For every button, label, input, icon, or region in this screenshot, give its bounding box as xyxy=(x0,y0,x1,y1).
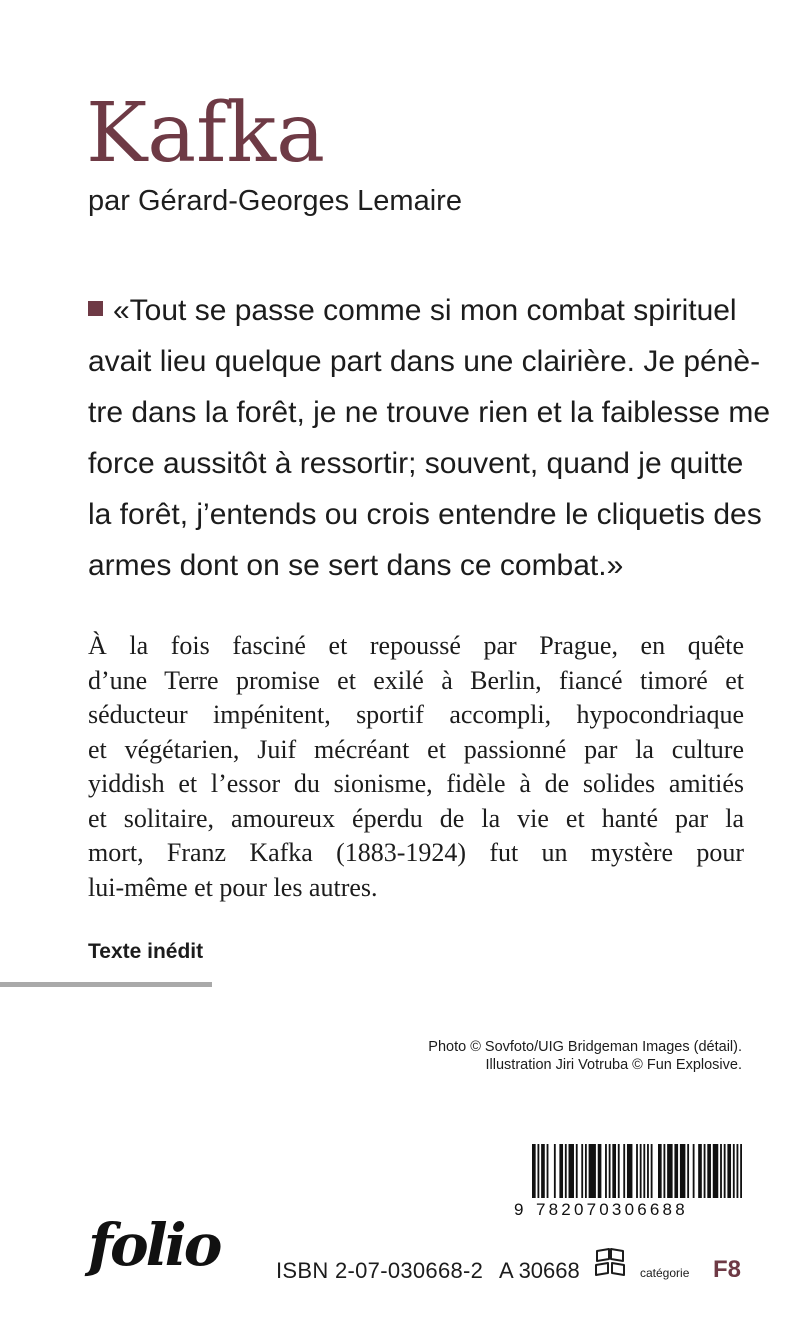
barcode-bar xyxy=(698,1144,702,1198)
barcode-bar xyxy=(727,1144,731,1198)
description-line: À la fois fasciné et repoussé par Prague, en quête xyxy=(88,631,744,660)
description-line: lui-même et pour les autres. xyxy=(88,872,378,902)
image-credits xyxy=(428,1038,742,1074)
credit-line: Illustration Jiri Votruba © Fun Explosive. xyxy=(485,1057,742,1073)
barcode-bar xyxy=(740,1144,742,1198)
book-description xyxy=(88,629,744,905)
section-divider xyxy=(0,982,212,987)
barcode-bar xyxy=(667,1144,672,1198)
barcode-bar xyxy=(559,1144,563,1198)
publisher-logo: folio xyxy=(88,1211,220,1279)
barcode-bar xyxy=(651,1144,653,1198)
barcode-bar xyxy=(733,1144,735,1198)
barcode-bars xyxy=(514,1144,744,1202)
barcode-bar xyxy=(674,1144,678,1198)
quote-line: la forêt, j’entends ou crois entendre le cliquetis des xyxy=(88,498,762,531)
barcode-first-digit: 9 xyxy=(514,1200,524,1219)
book-title: Kafka xyxy=(86,86,326,181)
barcode-bar xyxy=(547,1144,549,1198)
book-author: par Gérard-Georges Lemaire xyxy=(88,185,462,217)
quote-line: avait lieu quelque part dans une clairière. Je pénè- xyxy=(88,345,761,378)
barcode-bar xyxy=(554,1144,556,1198)
barcode-bar xyxy=(640,1144,642,1198)
quote-line: armes dont on se sert dans ce combat.» xyxy=(88,549,624,582)
quote-block xyxy=(88,285,771,591)
barcode-bar xyxy=(541,1144,545,1198)
product-code: A 30668 xyxy=(499,1258,580,1283)
barcode-bar xyxy=(693,1144,695,1198)
description-line: mort, Franz Kafka (1883-1924) fut un mystère pour xyxy=(88,838,744,867)
barcode-bar xyxy=(663,1144,665,1198)
barcode-bar xyxy=(707,1144,711,1198)
barcode-bar xyxy=(618,1144,620,1198)
barcode-bar xyxy=(581,1144,583,1198)
barcode-bar xyxy=(576,1144,578,1198)
description-line: d’une Terre promise et exilé à Berlin, fiancé timoré et xyxy=(88,665,744,695)
barcode-bar xyxy=(720,1144,722,1198)
isbn: ISBN 2-07-030668-2 xyxy=(276,1258,484,1283)
barcode-bar xyxy=(704,1144,706,1198)
barcode-bar xyxy=(609,1144,611,1198)
barcode-bar xyxy=(537,1144,539,1198)
quote-square-icon xyxy=(88,301,103,316)
category-code: F8 xyxy=(713,1256,742,1283)
category-label: catégorie xyxy=(640,1266,690,1280)
barcode-bar xyxy=(627,1144,632,1198)
barcode-bar xyxy=(623,1144,625,1198)
barcode-bar xyxy=(598,1144,602,1198)
description-line: et solitaire, amoureux éperdu de la vie et hanté par la xyxy=(88,803,744,833)
quote-line: force aussitôt à ressortir; souvent, quand je quitte xyxy=(88,447,744,480)
credit-line: Photo © Sovfoto/UIG Bridgeman Images (détail). xyxy=(428,1039,742,1055)
barcode-bar xyxy=(643,1144,645,1198)
barcode-bar xyxy=(565,1144,567,1198)
quote-line: tre dans la forêt, je ne trouve rien et la faiblesse me xyxy=(88,396,771,429)
barcode-digits: 782070306688 xyxy=(536,1200,688,1219)
description-line: yiddish et l’essor du sionisme, fidèle à de solides amitiés xyxy=(88,769,744,798)
barcode-bar xyxy=(532,1144,536,1198)
barcode-bar xyxy=(724,1144,726,1198)
barcode xyxy=(514,1144,744,1224)
barcode-bar xyxy=(713,1144,718,1198)
barcode-bar xyxy=(569,1144,574,1198)
barcode-bar xyxy=(647,1144,649,1198)
barcode-bar xyxy=(687,1144,689,1198)
description-line: séducteur impénitent, sportif accompli, hypocondriaque xyxy=(88,700,744,729)
description-line: et végétarien, Juif mécréant et passionné par la culture xyxy=(88,734,744,764)
quote-line: «Tout se passe comme si mon combat spirituel xyxy=(88,285,748,336)
folio-book-logo-icon xyxy=(592,1245,628,1281)
barcode-bar xyxy=(612,1144,616,1198)
barcode-bar xyxy=(737,1144,739,1198)
barcode-bar xyxy=(605,1144,607,1198)
edition-note: Texte inédit xyxy=(88,940,204,963)
barcode-bar xyxy=(658,1144,662,1198)
barcode-bar xyxy=(585,1144,587,1198)
barcode-bar xyxy=(680,1144,685,1198)
barcode-bar xyxy=(636,1144,638,1198)
barcode-bar xyxy=(589,1144,596,1198)
